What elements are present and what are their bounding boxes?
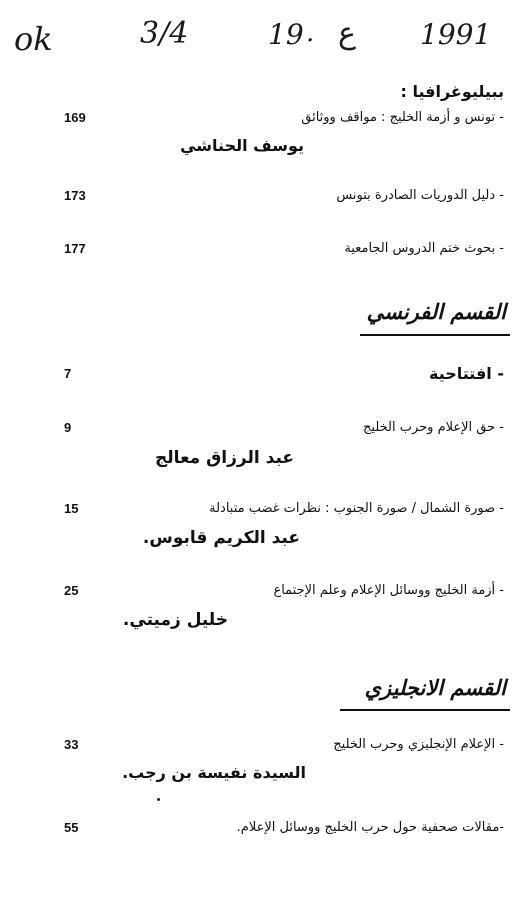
editorial-heading: - افتتاحية [428, 364, 504, 383]
handwritten-mark: ok [14, 20, 53, 58]
french-item-1-title: - حق الإعلام وحرب الخليج [363, 420, 504, 435]
ink-speck [157, 798, 160, 801]
english-item-1-title: - الإعلام الإنجليزي وحرب الخليج [333, 737, 504, 752]
bibliography-item-2-title: - دليل الدوريات الصادرة بتونس [336, 188, 504, 203]
bibliography-item-1-author: يوسف الحناشي [180, 136, 304, 155]
bibliography-item-1-title: - تونس و أزمة الخليج : مواقف ووثائق [301, 110, 504, 125]
handwritten-date-sep: . [306, 18, 315, 48]
english-section-underline [340, 709, 510, 711]
bibliography-heading: ببيليوغرافيا : [400, 82, 504, 101]
english-item-1-page: 33 [64, 737, 79, 752]
english-item-2-page: 55 [64, 820, 79, 835]
bibliography-item-3-page: 177 [64, 241, 86, 256]
french-item-1-author: عبد الرزاق معالج [155, 448, 294, 468]
french-item-2-author: عبد الكريم قابوس. [142, 528, 300, 548]
french-item-1-page: 9 [64, 420, 72, 435]
handwritten-issue: 3/4 [140, 16, 189, 51]
french-item-2-page: 15 [64, 501, 79, 516]
french-item-3-author: خليل زميتي. [122, 610, 228, 630]
handwritten-date-day: 19 [268, 18, 304, 51]
french-section-title: القسم الفرنسي [366, 300, 506, 324]
handwritten-date-year: 1991 [420, 18, 492, 51]
english-section-title: القسم الانجليزي [364, 676, 506, 700]
english-item-2-title: -مقالات صحفية حول حرب الخليج ووسائل الإعلام. [236, 820, 504, 835]
french-item-3-page: 25 [64, 583, 79, 598]
bibliography-item-3-title: - بحوث ختم الدروس الجامعية [344, 241, 504, 256]
editorial-page: 7 [64, 366, 72, 381]
handwritten-date-month: ع [338, 16, 356, 51]
bibliography-item-2-page: 173 [64, 188, 86, 203]
french-item-2-title: - صورة الشمال / صورة الجنوب : نظرات غضب متبادلة [209, 501, 504, 516]
french-section-underline [360, 334, 510, 336]
english-item-1-author: السيدة نفيسة بن رجب. [122, 763, 306, 782]
french-item-3-title: - أزمة الخليج ووسائل الإعلام وعلم الإجتماع [273, 583, 504, 598]
bibliography-item-1-page: 169 [64, 110, 86, 125]
